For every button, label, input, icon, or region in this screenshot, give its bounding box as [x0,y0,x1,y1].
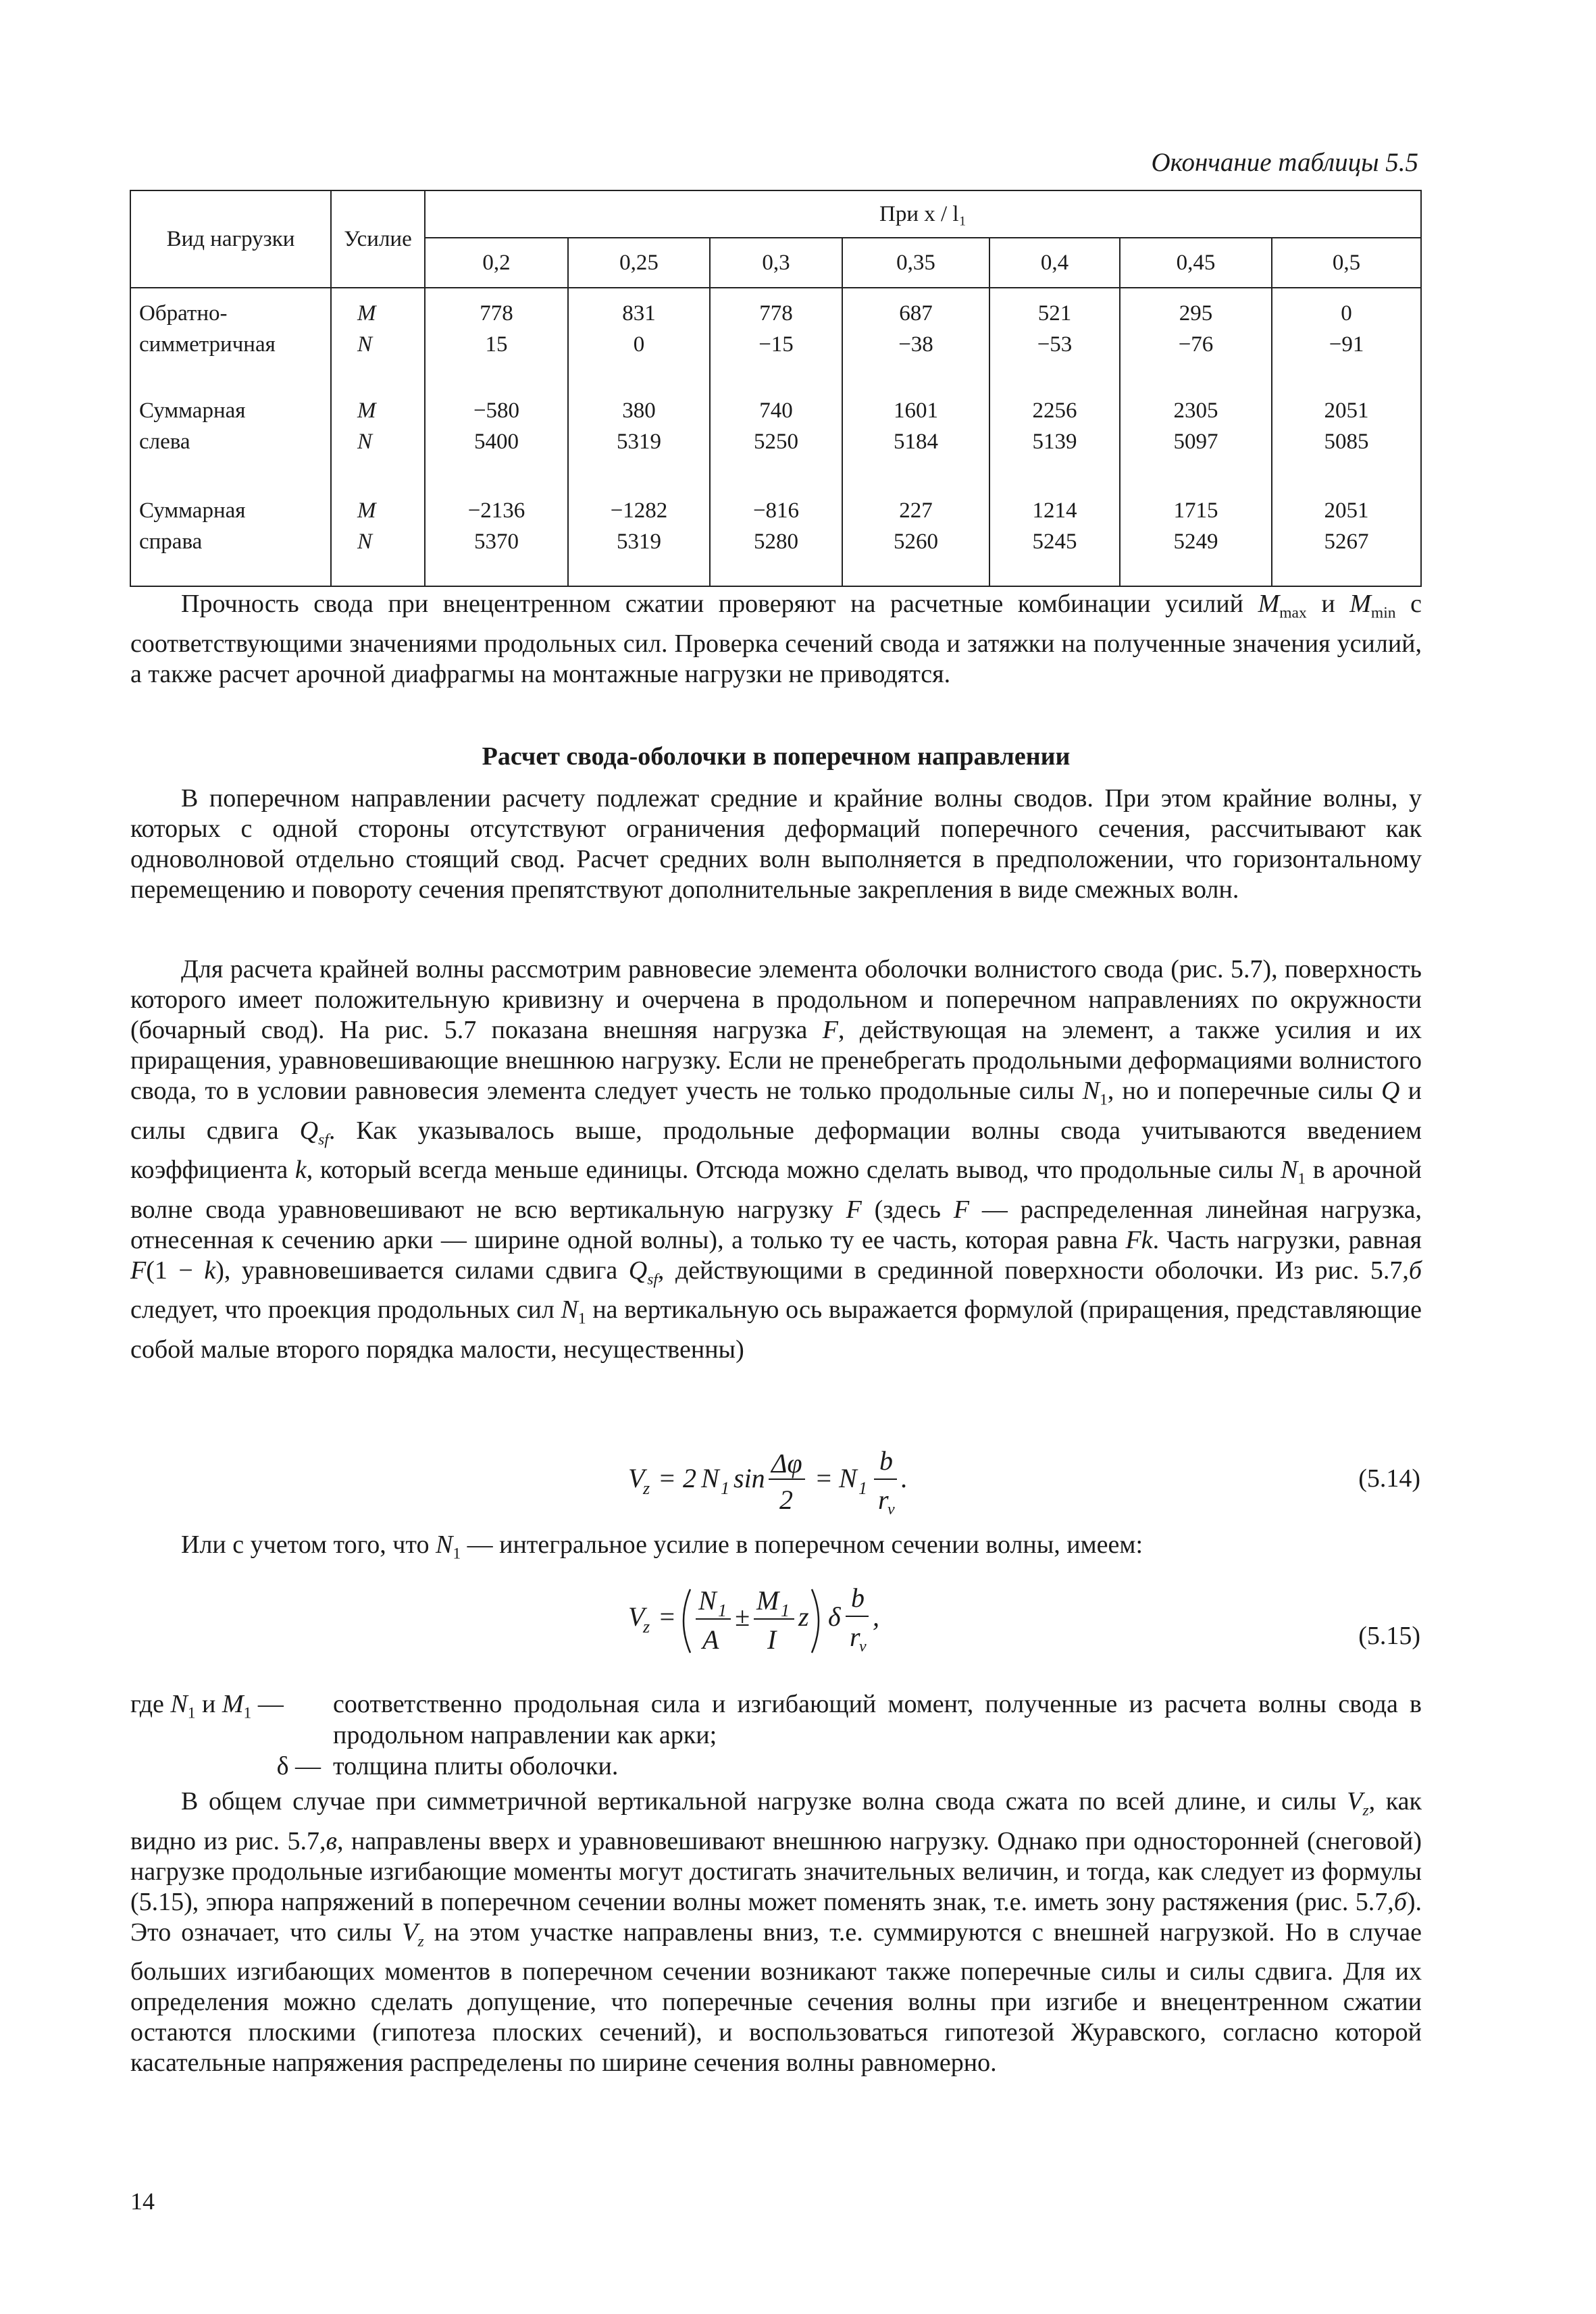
value: 0 [1341,301,1352,326]
value: 5400 [474,430,519,454]
value: 5260 [894,530,938,554]
svg-text:δ: δ [828,1601,841,1632]
load-type-cell [130,288,331,386]
table-row [130,486,1421,586]
load-type-cell [130,486,331,586]
header-x-value: 0,4 [989,238,1120,288]
svg-text:z: z [643,1617,650,1637]
data-table [130,190,1422,587]
force-symbol: N [357,332,373,357]
value: 1715 [1173,498,1218,523]
value-cell [710,486,842,586]
paragraph-5: В общем случае при симметричной вертикальной нагрузке волна свода сжата по всей длине, и силы $V_z$, как видно из рис. 5.7,в, направлены вверх и уравновешивают внешнюю нагрузку. Однако при односторонней (снеговой) нагрузке продольные изгибающие моменты могут достигать значительных величин, и тогда, как следует из формулы (5.15), эпюра напряжений в поперечном сечении волны может поменять знак, т.е. иметь зону растяжения (рис. 5.7,б). Это означает, что силы $V_z$ на этом участке направлены вниз, т.е. суммируются с внешней нагрузкой. Но в случае больших изгибающих моментов в поперечном сечении возникают также поперечные силы и силы сдвига. Для их определения можно сделать допущение, что поперечные сечения волны при изгибе и внецентренном сжатии остаются плоскими (гипотеза плоских сечений), и воспользоваться гипотезой Журавского, согласно которой касательные напряжения распределены по ширине сечения волны равномерно. [130,1787,1422,2078]
force-symbol: N [357,430,373,454]
svg-text:A: A [702,1624,719,1655]
svg-text:Δφ: Δφ [771,1448,802,1479]
value: −580 [473,398,520,423]
header-x-value: 0,5 [1272,238,1421,288]
value: 5370 [474,530,519,554]
load-type-line: Суммарная [139,398,246,423]
value-cell [1272,486,1421,586]
svg-text:=: = [658,1601,676,1632]
header-x-ratio [425,190,1421,238]
svg-text:N: N [698,1585,717,1616]
svg-text:I: I [767,1624,777,1655]
load-type-line: слева [139,430,190,454]
table-caption: Окончание таблицы 5.5 [1151,148,1418,177]
value: 5097 [1173,430,1218,454]
value: 5139 [1032,430,1077,454]
load-type-cell [130,386,331,486]
force-symbol: N [357,530,373,554]
where-item-n1-m1 [130,1689,1422,1751]
svg-text:1: 1 [718,1601,727,1620]
svg-text:b: b [851,1583,865,1613]
svg-text:1: 1 [721,1479,729,1498]
value: 5085 [1324,430,1369,454]
load-type-line: Обратно- [139,301,228,326]
value-cell [710,288,842,386]
value-cell [842,386,989,486]
where-legend [130,1689,1422,1782]
value-cell [1120,486,1272,586]
value-cell [568,386,710,486]
svg-text:V: V [628,1463,645,1493]
paragraph-2: В поперечном направлении расчету подлежат средние и крайние волны сводов. При этом крайние волны, у которых с одной стороны отсутствуют ограничения деформаций поперечного сечения, рассчитывают как одноволновой отдельно стоящий свод. Расчет средних волн выполняется в предположении, что горизонтальному перемещению и повороту сечения препятствуют дополнительные закрепления в виде смежных волн. [130,784,1422,904]
where-term: где $N_1$ и $M_1$ — [130,1690,284,1722]
value-cell [989,386,1120,486]
value-cell [1120,386,1272,486]
value: 5245 [1032,530,1077,554]
value-cell [1272,288,1421,386]
svg-text:1: 1 [858,1479,867,1498]
svg-text:z: z [643,1479,650,1498]
where-item-delta [130,1751,1422,1782]
header-x-value: 0,2 [425,238,568,288]
value: 5319 [617,430,661,454]
header-x-value: 0,35 [842,238,989,288]
value: 1214 [1032,498,1077,523]
force-cell [331,486,425,586]
value: 5184 [894,430,938,454]
value-cell [425,386,568,486]
value: 227 [899,498,933,523]
section-heading: Расчет свода-оболочки в поперечном направлении [482,742,1071,771]
table-row [130,288,1421,386]
svg-text:v: v [859,1638,867,1655]
table-row [130,386,1421,486]
value: −76 [1178,332,1214,357]
value: 295 [1179,301,1213,326]
value: 2051 [1324,398,1369,423]
value: 5250 [754,430,798,454]
value: −53 [1037,332,1073,357]
value-cell [425,288,568,386]
value-cell [989,288,1120,386]
svg-text:N: N [839,1463,857,1493]
load-type-line: справа [139,530,203,554]
load-type-line: симметричная [139,332,276,357]
value-cell [842,288,989,386]
value-cell [568,288,710,386]
svg-text:r: r [850,1622,860,1652]
value: 1601 [894,398,938,423]
value-cell [842,486,989,586]
svg-text:r: r [878,1485,889,1515]
value: 0 [633,332,645,357]
value: 687 [899,301,933,326]
header-force: Усилие [331,190,425,288]
svg-text:1: 1 [781,1601,790,1620]
value: 5319 [617,530,661,554]
value: 380 [622,398,656,423]
where-term: δ — [276,1752,321,1780]
where-definition: соответственно продольная сила и изгибающий момент, полученные из расчета волны свода в продольном направлении как арки; [333,1690,1422,1749]
header-load-type: Вид нагрузки [130,190,331,288]
where-definition: толщина плиты оболочки. [333,1752,619,1780]
value: 5280 [754,530,798,554]
value: −1282 [610,498,668,523]
svg-text:z: z [798,1601,809,1632]
value: −15 [758,332,794,357]
load-type-line: Суммарная [139,498,246,523]
svg-text:.: . [901,1463,908,1493]
value: −91 [1329,332,1364,357]
force-cell [331,386,425,486]
force-cell [331,288,425,386]
value: 778 [759,301,793,326]
value: 15 [485,332,508,357]
svg-text:N: N [701,1463,719,1493]
value-cell [425,486,568,586]
value: 2256 [1032,398,1077,423]
value: −38 [898,332,933,357]
formula-5-15 [628,1577,912,1665]
value: −816 [752,498,800,523]
paragraph-1: Прочность свода при внецентренном сжатии проверяют на расчетные комбинации усилий $M_{max}$ и $M_{min}$ с соответствующими значениями продольных сил. Проверка сечений свода и затяжки на полученные значения усилий, а также расчет арочной диафрагмы на монтажные нагрузки не приводятся. [130,590,1422,688]
value: −2136 [467,498,525,523]
paragraph-4: Или с учетом того, что $N_1$ — интегральное усилие в поперечном сечении волны, имеем: [181,1531,1143,1563]
value: 2305 [1173,398,1218,423]
svg-text:,: , [873,1601,879,1632]
value: 521 [1037,301,1072,326]
formula-5-14 [628,1445,925,1520]
value-cell [1120,288,1272,386]
page-number: 14 [130,2188,155,2215]
header-x-value: 0,45 [1120,238,1272,288]
svg-text:V: V [628,1601,645,1632]
svg-text:M: M [756,1585,779,1616]
force-symbol: M [357,398,376,423]
svg-text:= 2: = 2 [658,1463,696,1493]
svg-text:=: = [815,1463,833,1493]
svg-text:b: b [879,1445,893,1476]
value: 831 [622,301,656,326]
header-x-value: 0,25 [568,238,710,288]
value: 5249 [1173,530,1218,554]
svg-text:sin: sin [733,1463,765,1493]
formula-number-5-14: (5.14) [1358,1464,1420,1493]
value: 5267 [1324,530,1369,554]
svg-text:2: 2 [779,1485,793,1515]
value-cell [710,386,842,486]
force-symbol: M [357,301,376,326]
value-cell [989,486,1120,586]
header-x-value: 0,3 [710,238,842,288]
value: 778 [480,301,513,326]
svg-text:v: v [887,1501,895,1518]
value: 740 [759,398,793,423]
force-symbol: M [357,498,376,523]
value-cell [568,486,710,586]
svg-text:±: ± [735,1601,750,1632]
formula-number-5-15: (5.15) [1358,1622,1420,1650]
header-x-ratio-label: При x / l₁ [879,201,967,226]
paragraph-3: Для расчета крайней волны рассмотрим равновесие элемента оболочки волнистого свода (рис. 5.7), поверхность которого имеет положительную кривизну и очерчена в продольном и поперечном направлениях по окружности (бочарный свод). На рис. 5.7 показана внешняя нагрузка F, действующая на элемент, а также усилия и их приращения, уравновешивающие внешнюю нагрузку. Если не пренебрегать продольными деформациями волнистого свода, то в условии равновесия элемента следует учесть не только продольные силы $N_1$, но и поперечные силы Q и силы сдвига $Q_{sf}$. Как указывалось выше, продольные деформации волны свода учитываются введением коэффициента k, который всегда меньше единицы. Отсюда можно сделать вывод, что продольные силы $N_1$ в арочной волне свода уравновешивают не всю вертикальную нагрузку F (здесь F — распределенная линейная нагрузка, отнесенная к сечению арки — ширине одной волны), а только ту ее часть, которая равна Fk. Часть нагрузки, равная F(1 − k), уравновешивается силами сдвига $Q_{sf}$, действующими в срединной поверхности оболочки. Из рис. 5.7,б следует, что проекция продольных сил $N_1$ на вертикальную ось выражается формулой (приращения, представляющие собой малые второго порядка малости, несущественны) [130,955,1422,1364]
value-cell [1272,386,1421,486]
value: 2051 [1324,498,1369,523]
